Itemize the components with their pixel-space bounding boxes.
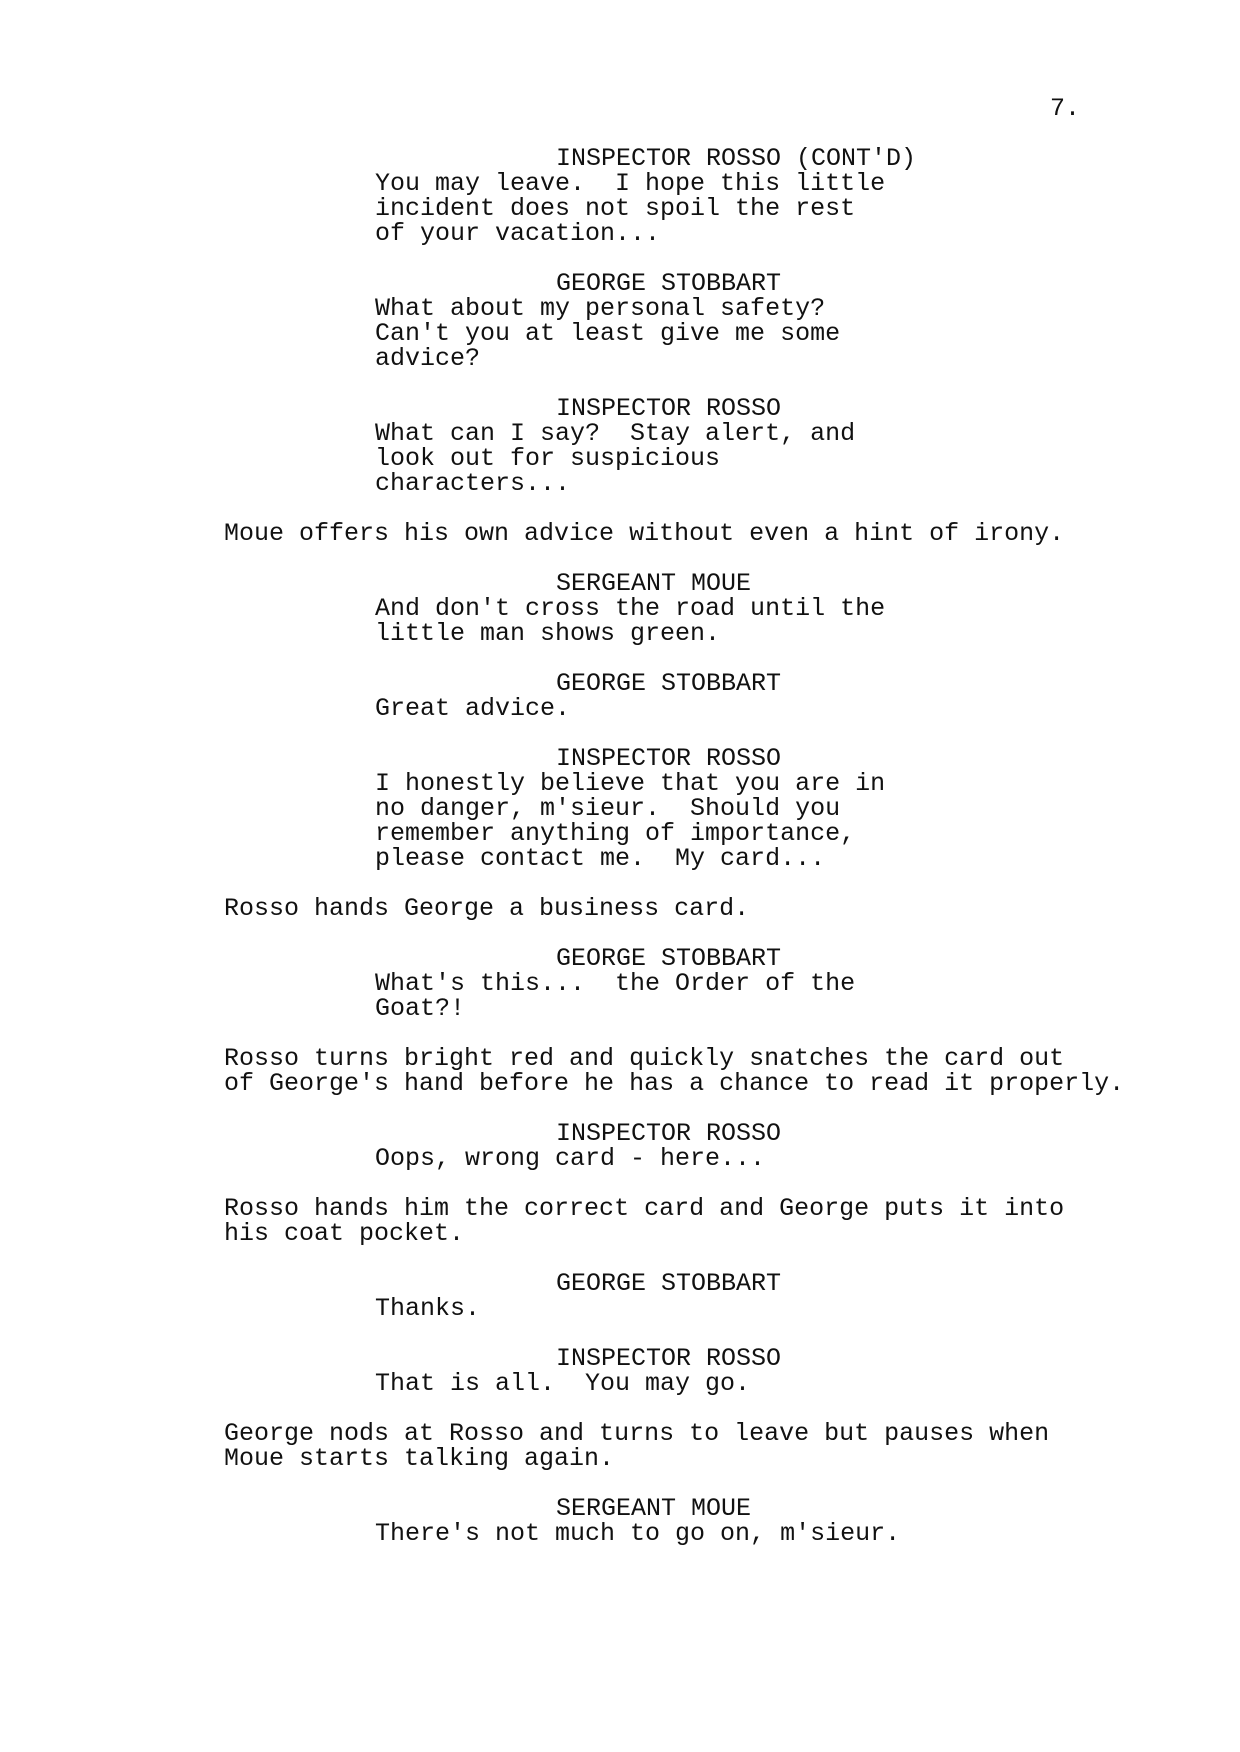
character-cue: INSPECTOR ROSSO (CONT'D) bbox=[556, 144, 917, 173]
dialogue-line: Oops, wrong card - here... bbox=[375, 1144, 766, 1173]
dialogue-line: Thanks. bbox=[375, 1294, 481, 1323]
dialogue-line: remember anything of importance, bbox=[375, 819, 856, 848]
character-cue: INSPECTOR ROSSO bbox=[556, 1344, 782, 1373]
dialogue-line: Goat?! bbox=[375, 994, 466, 1023]
dialogue-line: characters... bbox=[375, 469, 571, 498]
character-cue: GEORGE STOBBART bbox=[556, 944, 782, 973]
dialogue-line: What about my personal safety? bbox=[375, 294, 826, 323]
dialogue-line: incident does not spoil the rest bbox=[375, 194, 856, 223]
dialogue-line: little man shows green. bbox=[375, 619, 721, 648]
dialogue-line: And don't cross the road until the bbox=[375, 594, 886, 623]
action-line: Moue starts talking again. bbox=[224, 1444, 615, 1473]
dialogue-line: of your vacation... bbox=[375, 219, 661, 248]
action-line: George nods at Rosso and turns to leave but pauses when bbox=[224, 1419, 1050, 1448]
character-cue: INSPECTOR ROSSO bbox=[556, 744, 782, 773]
action-line: Rosso hands George a business card. bbox=[224, 894, 750, 923]
character-cue: SERGEANT MOUE bbox=[556, 569, 752, 598]
action-line: Moue offers his own advice without even a hint of irony. bbox=[224, 519, 1065, 548]
dialogue-line: advice? bbox=[375, 344, 481, 373]
dialogue-line: There's not much to go on, m'sieur. bbox=[375, 1519, 901, 1548]
dialogue-line: What's this... the Order of the bbox=[375, 969, 856, 998]
dialogue-line: Can't you at least give me some bbox=[375, 319, 841, 348]
action-line: Rosso hands him the correct card and George puts it into bbox=[224, 1194, 1065, 1223]
dialogue-line: no danger, m'sieur. Should you bbox=[375, 794, 841, 823]
action-line: Rosso turns bright red and quickly snatches the card out bbox=[224, 1044, 1065, 1073]
action-line: his coat pocket. bbox=[224, 1219, 465, 1248]
character-cue: GEORGE STOBBART bbox=[556, 669, 782, 698]
dialogue-line: Great advice. bbox=[375, 694, 571, 723]
dialogue-line: I honestly believe that you are in bbox=[375, 769, 886, 798]
character-cue: INSPECTOR ROSSO bbox=[556, 1119, 782, 1148]
character-cue: GEORGE STOBBART bbox=[556, 269, 782, 298]
dialogue-line: look out for suspicious bbox=[375, 444, 721, 473]
page-number: 7. bbox=[1050, 94, 1081, 123]
action-line: of George's hand before he has a chance to read it properly. bbox=[224, 1069, 1125, 1098]
dialogue-line: You may leave. I hope this little bbox=[375, 169, 886, 198]
dialogue-line: What can I say? Stay alert, and bbox=[375, 419, 856, 448]
dialogue-line: That is all. You may go. bbox=[375, 1369, 751, 1398]
dialogue-line: please contact me. My card... bbox=[375, 844, 826, 873]
character-cue: SERGEANT MOUE bbox=[556, 1494, 752, 1523]
character-cue: INSPECTOR ROSSO bbox=[556, 394, 782, 423]
character-cue: GEORGE STOBBART bbox=[556, 1269, 782, 1298]
